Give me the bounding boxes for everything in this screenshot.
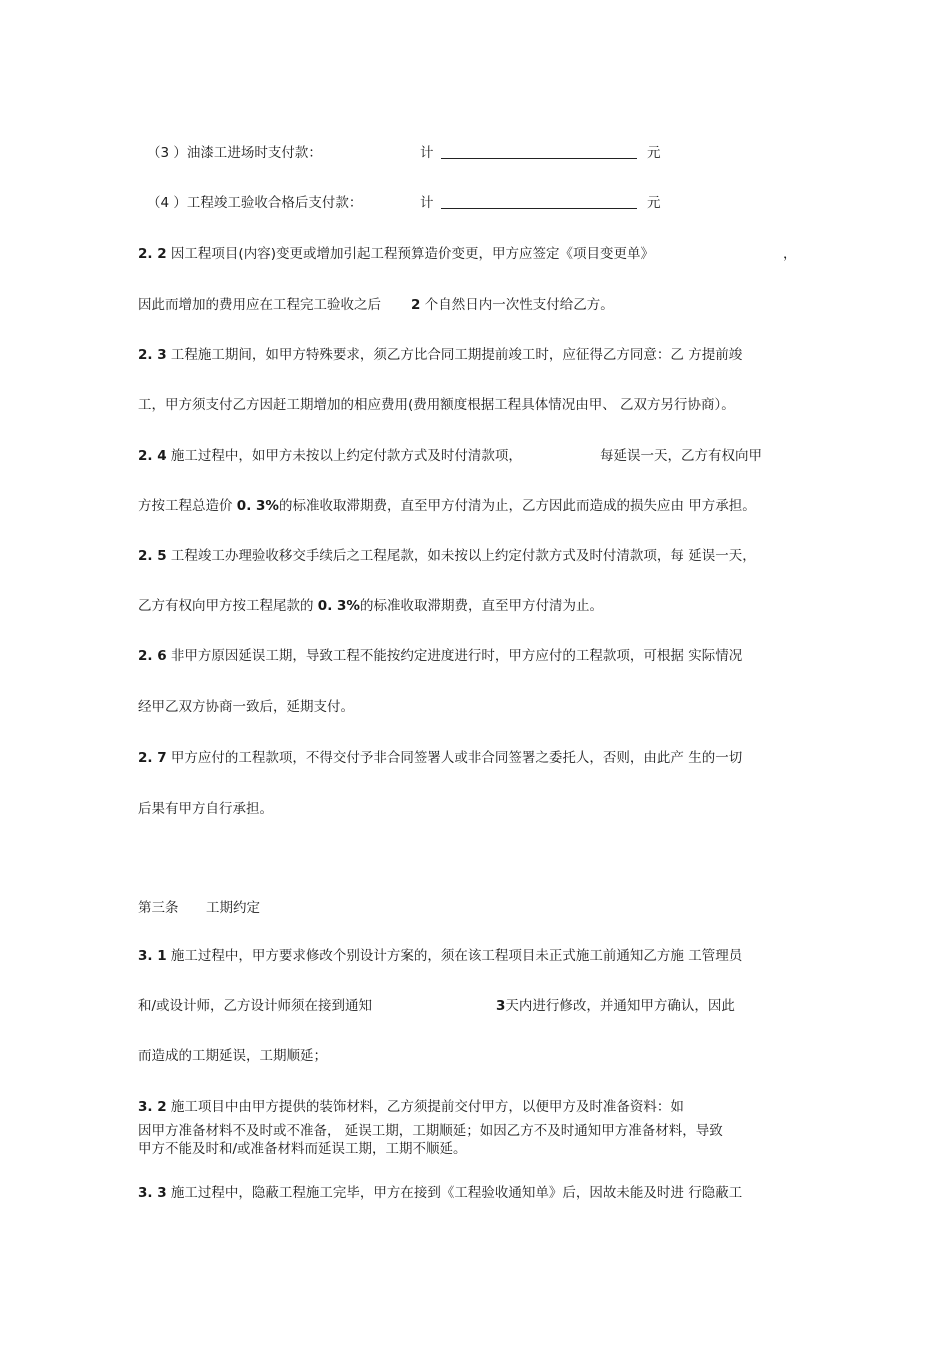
article-3-label: 第三条 [138, 900, 179, 916]
clause-2-2-number: 2. 2 [138, 246, 167, 262]
clause-2-4-text-2b: 的标准收取滞期费，直至甲方付清为止，乙方因此而造成的损失应由 甲方承担。 [278, 498, 756, 514]
clause-2-4-text-1a: 施工过程中，如甲方未按以上约定付款方式及时付清款项， [170, 448, 522, 464]
clause-2-6-text-1: 非甲方原因延误工期，导致工程不能按约定进度进行时，甲方应付的工程款项，可根据 实际情况 [170, 648, 743, 664]
clause-3-1-line-1 [138, 947, 742, 965]
clause-3-2-text-1: 施工项目中由甲方提供的装饰材料，乙方须提前交付甲方，以便甲方及时准备资料：如 [170, 1099, 684, 1115]
clause-3-2-line-1 [138, 1098, 684, 1116]
clause-3-1-text-2b: 天内进行修改，并通知甲方确认，因此 [505, 998, 735, 1014]
clause-2-4-number: 2. 4 [138, 448, 167, 464]
payment-ji-3: 计 [420, 145, 434, 161]
clause-2-2-tail: ， [783, 246, 797, 262]
payment-label-3: （3 ）油漆工进场时支付款： [147, 145, 322, 161]
clause-3-1-text-2a: 和/或设计师，乙方设计师须在接到通知 [138, 998, 373, 1014]
clause-2-5-rate: 0. 3% [317, 598, 360, 614]
clause-2-5-text-2a: 乙方有权向甲方按工程尾款的 [138, 598, 314, 614]
clause-2-5-line-1 [138, 547, 756, 565]
payment-yuan-4: 元 [647, 195, 661, 211]
clause-3-3-text-1: 施工过程中，隐蔽工程施工完毕，甲方在接到《工程验收通知单》后，因故未能及时进 行隐蔽工 [170, 1185, 743, 1201]
clause-2-2-line-2 [138, 296, 614, 314]
clause-3-1-line-3: 而造成的工期延误，工期顺延； [138, 1048, 327, 1064]
clause-2-3-text-1: 工程施工期间，如甲方特殊要求，须乙方比合同工期提前竣工时，应征得乙方同意：乙 方提前竣 [170, 347, 743, 363]
clause-3-1-number: 3. 1 [138, 948, 167, 964]
clause-3-1-days: 3 [496, 998, 506, 1014]
article-3-title: 工期约定 [206, 900, 260, 916]
clause-3-1-line-2b [496, 997, 735, 1015]
clause-2-6-line-1 [138, 647, 742, 665]
clause-2-7-number: 2. 7 [138, 750, 167, 766]
payment-blank-3 [441, 158, 637, 159]
clause-2-6-line-2: 经甲乙双方协商一致后，延期支付。 [138, 699, 354, 715]
clause-2-5-text-2b: 的标准收取滞期费，直至甲方付清为止。 [359, 598, 603, 614]
clause-3-2-number: 3. 2 [138, 1099, 167, 1115]
clause-2-4-text-1b: 每延误一天，乙方有权向甲 [600, 448, 762, 464]
clause-2-3-line-2: 工，甲方须支付乙方因赶工期增加的相应费用(费用额度根据工程具体情况由甲、 乙双方另行协商）。 [138, 397, 735, 413]
clause-2-6-number: 2. 6 [138, 648, 167, 664]
clause-2-2-days: 2 [411, 297, 421, 313]
clause-2-3-line-1 [138, 346, 742, 364]
payment-label-4: （4 ）工程竣工验收合格后支付款： [147, 195, 363, 211]
clause-2-2-line-1 [138, 245, 654, 263]
clause-3-2-line-3: 甲方不能及时和/或准备材料而延误工期，工期不顺延。 [138, 1141, 467, 1157]
clause-2-5-line-2 [138, 597, 603, 615]
clause-3-3-number: 3. 3 [138, 1185, 167, 1201]
clause-2-4-text-2a: 方按工程总造价 [138, 498, 233, 514]
clause-2-4-line-2 [138, 497, 756, 515]
clause-2-7-line-1 [138, 749, 742, 767]
payment-yuan-3: 元 [647, 145, 661, 161]
clause-2-3-number: 2. 3 [138, 347, 167, 363]
clause-3-1-text-1: 施工过程中，甲方要求修改个别设计方案的，须在该工程项目未正式施工前通知乙方施 工管理员 [170, 948, 743, 964]
clause-2-2-text-2b: 个自然日内一次性支付给乙方。 [424, 297, 614, 313]
clause-2-7-text-1: 甲方应付的工程款项，不得交付予非合同签署人或非合同签署之委托人，否则，由此产 生的一切 [170, 750, 743, 766]
clause-2-4-line-1 [138, 447, 522, 465]
payment-ji-4: 计 [420, 195, 434, 211]
clause-2-5-number: 2. 5 [138, 548, 167, 564]
clause-2-4-rate: 0. 3% [236, 498, 279, 514]
clause-3-3-line-1 [138, 1184, 742, 1202]
clause-3-2-line-2: 因甲方准备材料不及时或不准备， 延误工期，工期顺延；如因乙方不及时通知甲方准备材料，导致 [138, 1123, 723, 1139]
clause-2-2-text-1: 因工程项目(内容)变更或增加引起工程预算造价变更，甲方应签定《项目变更单》 [170, 246, 654, 262]
clause-2-5-text-1: 工程竣工办理验收移交手续后之工程尾款，如未按以上约定付款方式及时付清款项，每 延误一天， [170, 548, 756, 564]
clause-2-2-text-2a: 因此而增加的费用应在工程完工验收之后 [138, 297, 381, 313]
payment-blank-4 [441, 208, 637, 209]
clause-2-7-line-2: 后果有甲方自行承担。 [138, 801, 273, 817]
